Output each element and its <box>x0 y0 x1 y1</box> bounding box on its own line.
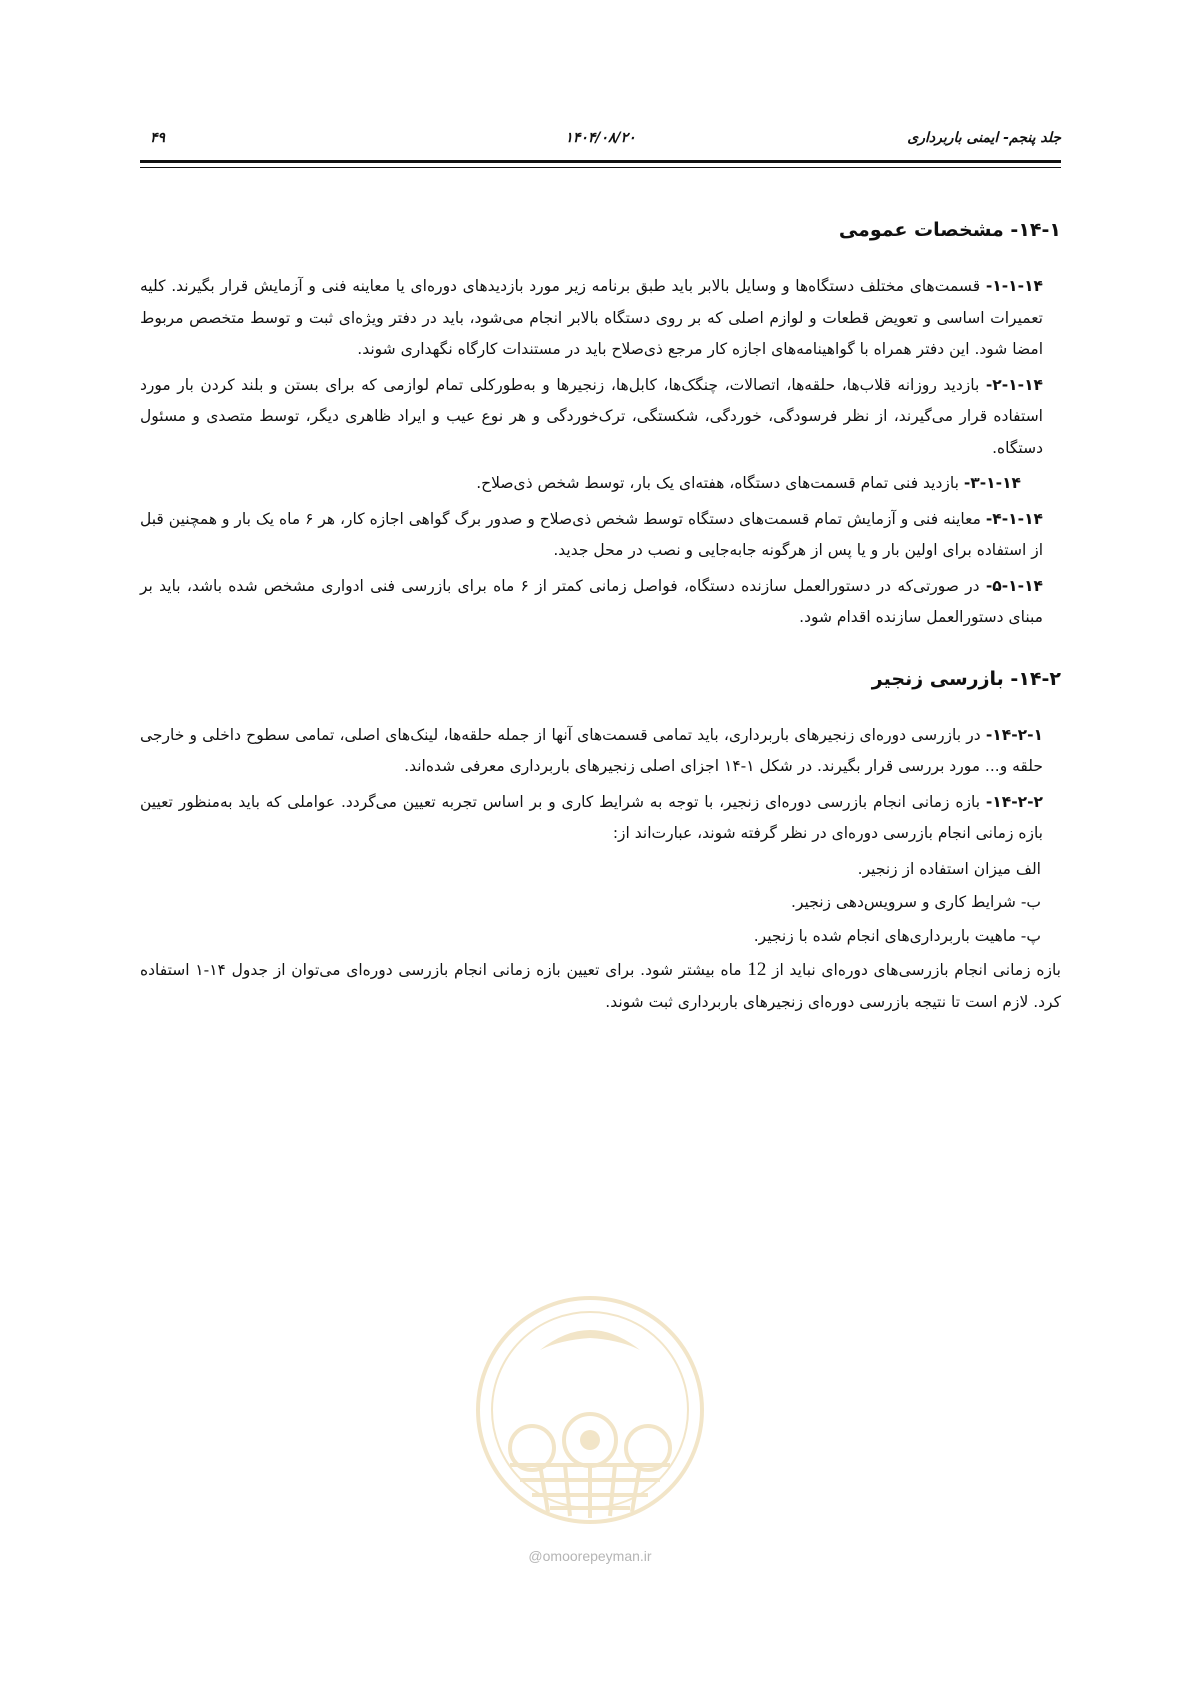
watermark-logo <box>470 1290 710 1530</box>
paragraph-number: ۱۴-۲-۲- <box>985 792 1043 811</box>
list-item-nature: پ- ماهیت باربرداری‌های انجام شده با زنجیر. <box>753 926 1041 945</box>
section-heading-general: ۱۴-۱- مشخصات عمومی <box>838 219 1061 241</box>
paragraph-14-1-5 <box>140 571 1061 634</box>
max-months-value: 12 <box>747 959 767 980</box>
paragraph-number: ۴-۱-۱۴- <box>985 509 1043 528</box>
paragraph-number: ۱۴-۲-۱- <box>985 725 1043 744</box>
closing-text-start: بازه زمانی انجام بازرسی‌های دوره‌ای نباید از <box>766 961 1061 979</box>
closing-text-end: ماه بیشتر شود. برای تعیین بازه زمانی انجام بازرسی دوره‌ای می‌توان از جدول ۱۴-۱ استفاده کرد. لازم است تا نتیجه بازرسی دوره‌ای زنجیرهای باربرداری ثبت شوند. <box>140 961 1061 1011</box>
paragraph-14-1-2 <box>140 370 1061 465</box>
paragraph-14-2-1 <box>140 720 1061 783</box>
page-number: ۴۹ <box>150 130 166 146</box>
paragraph-text: قسمت‌های مختلف دستگاه‌ها و وسایل بالابر باید طبق برنامه زیر مورد بازدیدهای دوره‌ای یا معاینه فنی و آزمایش قرار بگیرند. کلیه تعمیرات اساسی و تعویض قطعات و لوازم اصلی که بر روی دستگاه بالابر انجام می‌شود، باید در دفتر ویژه‌ای ثبت و توسط متخصص مربوط امضا شود. این دفتر همراه با گواهینامه‌های اجازه کار مرجع ذی‌صلاح باید در مستندات کارگاه نگهداری شوند. <box>140 277 1043 358</box>
paragraph-14-2-2 <box>140 787 1061 850</box>
header-rule-thick <box>140 160 1061 163</box>
paragraph-text: معاینه فنی و آزمایش تمام قسمت‌های دستگاه توسط شخص ذی‌صلاح و صدور برگ گواهی اجازه کار، هر ۶ ماه یک بار و همچنین قبل از استفاده برای اولین بار و یا پس از هرگونه جابه‌جایی و نصب در محل جدید. <box>140 509 1043 559</box>
paragraph-number: ۳-۱-۱۴- <box>963 474 1021 492</box>
closing-paragraph <box>140 954 1061 1018</box>
watermark-url: @omoorepeyman.ir <box>528 1548 652 1564</box>
paragraph-text: در صورتی‌که در دستورالعمل سازنده دستگاه، فواصل زمانی کمتر از ۶ ماه برای بازرسی فنی ادواری مشخص شده باشد، باید بر مبنای دستورالعمل سازنده اقدام شود. <box>140 576 1043 626</box>
paragraph-text: بازدید روزانه قلاب‌ها، حلقه‌ها، اتصالات، چنگک‌ها، کابل‌ها، زنجیرها و به‌طورکلی تمام لوازمی که برای بستن و بلند کردن بار مورد استفاده قرار می‌گیرند، از نظر فرسودگی، خوردگی، شکستگی، ترک‌خوردگی و هر نوع عیب و ایراد ظاهری دیگر، توسط متصدی و مسئول دستگاه. <box>140 375 1043 457</box>
book-title: جلد پنجم- ایمنی باربرداری <box>907 130 1061 146</box>
paragraph-number: ۵-۱-۱۴- <box>985 576 1043 595</box>
paragraph-text: بازه زمانی انجام بازرسی دوره‌ای زنجیر، با توجه به شرایط کاری و بر اساس تجربه تعیین می‌گردد. عواملی که باید به‌منظور تعیین بازه زمانی انجام بازرسی دوره‌ای در نظر گرفته شوند، عبارت‌اند از: <box>140 792 1043 842</box>
paragraph-number: ۱-۱-۱۴- <box>985 277 1043 295</box>
running-header <box>140 130 1061 152</box>
paragraph-number: ۲-۱-۱۴- <box>985 375 1043 394</box>
paragraph-text: در بازرسی دوره‌ای زنجیرهای باربرداری، باید تمامی قسمت‌های آنها از جمله حلقه‌ها، لینک‌های اصلی، تمامی سطوح داخلی و خارجی حلقه و... مورد بررسی قرار بگیرند. در شکل ۱-۱۴ اجزای اصلی زنجیرهای باربرداری معرفی شده‌اند. <box>140 725 1043 775</box>
paragraph-14-1-4 <box>140 504 1061 567</box>
section-heading-chain-inspection: ۱۴-۲- بازرسی زنجیر <box>871 667 1061 690</box>
paragraph-text: بازدید فنی تمام قسمت‌های دستگاه، هفته‌ای یک بار، توسط شخص ذی‌صلاح. <box>476 474 964 492</box>
main-content <box>140 215 1061 1022</box>
list-item-conditions: ب- شرایط کاری و سرویس‌دهی زنجیر. <box>791 893 1041 911</box>
header-rule-thin <box>140 167 1061 168</box>
paragraph-14-1-1 <box>140 271 1061 366</box>
paragraph-14-1-3 <box>140 468 1061 500</box>
list-item-usage: الف میزان استفاده از زنجیر. <box>857 859 1041 878</box>
header-date: ۱۴۰۴/۰۸/۲۰ <box>565 130 636 146</box>
